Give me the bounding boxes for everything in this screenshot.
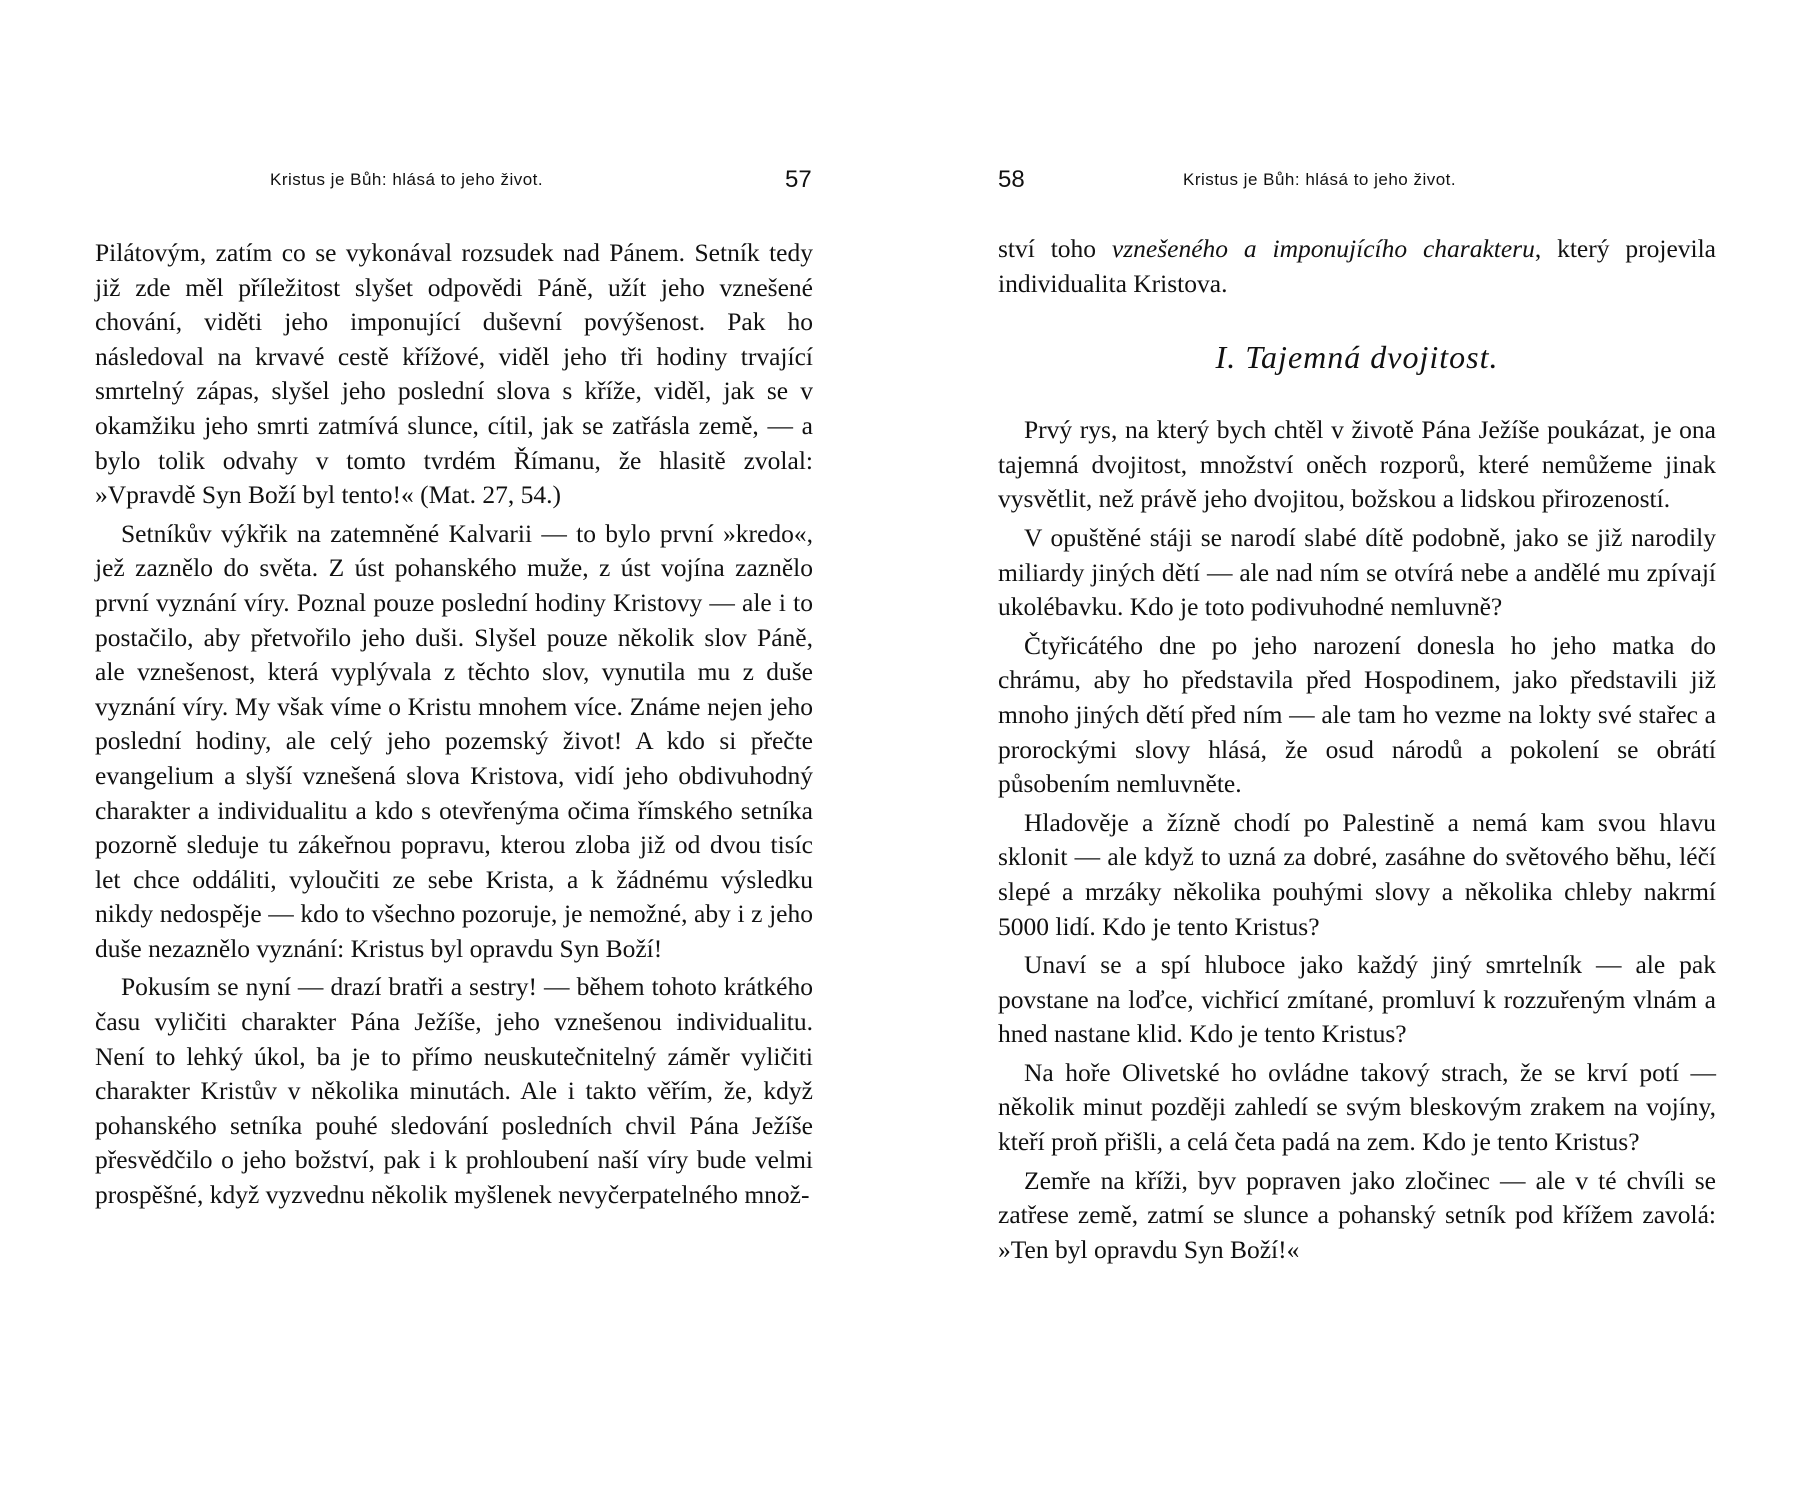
paragraph: V opuštěné stáji se narodí slabé dítě podobně, jako se již narodily miliardy jiných dětí — ale nad ním se otvírá nebe a andělé mu zpívají ukolébavku. Kdo je toto podivuhodné nemluvně? xyxy=(998,522,1716,622)
intro-text-end: , který projevila individualita Kristova. xyxy=(998,234,1716,298)
paragraph: Čtyřicátého dne po jeho narození donesla ho jeho matka do chrámu, aby ho představila před Hospodinem, jako představili již mnoho jiných dětí před ním — ale tam ho vezme na lokty své stařec a prorockými slovy hlásá, že osud národů a pokolení se obrátí působením nemluvněte. xyxy=(998,630,1716,799)
body-text xyxy=(95,236,813,1217)
running-head: Kristus je Bůh: hlásá to jeho život. xyxy=(270,170,544,189)
running-head: Kristus je Bůh: hlásá to jeho život. xyxy=(1183,170,1457,189)
page-number: 58 xyxy=(998,166,1025,193)
paragraph: Prvý rys, na který bych chtěl v životě Pána Ježíše poukázat, je ona tajemná dvojitost, množství oněch rozporů, které nemůžeme jinak vysvětlit, než právě jeho dvojitou, božskou a lidskou přirozeností. xyxy=(998,415,1716,514)
intro-emphasis: vznešeného a imponujícího charakteru xyxy=(1111,234,1535,263)
paragraph: Pilátovým, zatím co se vykonával rozsudek nad Pánem. Setník tedy již zde měl příležitost slyšet odpovědi Páně, užít jeho vznešené chování, viděti jeho imponující duševní povýšenost. Pak ho následoval na krvavé cestě křížové, viděl jeho tři hodiny trvající smrtelný zápas, slyšel jeho poslední slova s kříže, viděl, jak se v okamžiku jeho smrti zatmívá slunce, cítil, jak se zatřásla země, — a bylo tolik odvahy v tomto tvrdém Římanu, že hlasitě zvolal: »Vpravdě Syn Boží byl tento!« (Mat. 27, 54.) xyxy=(95,238,813,510)
paragraph: Hladověje a žízně chodí po Palestině a nemá kam svou hlavu sklonit — ale když to uzná za dobré, zasáhne do světového běhu, léčí slepé a mrzáky několika pouhými slovy a několika chleby nakrmí 5000 lidí. Kdo je tento Kristus? xyxy=(998,807,1716,941)
body-text xyxy=(998,232,1716,1271)
right-page xyxy=(998,0,1758,1500)
chapter-heading: I. Tajemná dvojitost. xyxy=(1215,339,1499,376)
paragraph-continuation xyxy=(998,232,1716,301)
intro-text: ství toho xyxy=(998,234,1112,263)
paragraph: Setníkův výkřik na zatemněné Kalvarii — to bylo první »kredo«, jež zaznělo do světa. Z úst pohanského muže, z úst vojína zaznělo první vyznání víry. Poznal pouze poslední hodiny Kristovy — ale i to postačilo, aby přetvořilo jeho duši. Slyšel pouze několik slov Páně, ale vznešenost, která vyplývala z těchto slov, vynutila mu z duše vyznání víry. My však víme o Kristu mnohem více. Známe nejen jeho poslední hodiny, ale celý jeho pozemský život! A kdo si přečte evangelium a slyší vznešená slova Kristova, vidí jeho obdivuhodný charakter a individualitu a kdo s otevřenýma očima římského setníka pozorně sleduje tu zákeřnou popravu, kterou zloba již od dvou tisíc let chce oddáliti, vyloučiti ze sebe Krista, a k žádnému výsledku nikdy nedospěje — kdo to všechno pozoruje, je nemožné, aby i z jeho duše nezaznělo vyznání: Kristus byl opravdu Syn Boží! xyxy=(95,518,813,963)
left-page xyxy=(95,0,855,1500)
paragraph: Na hoře Olivetské ho ovládne takový strach, že se krví potí — několik minut později zahledí se svým bleskovým zrakem na vojíny, kteří proň přišli, a celá četa padá na zem. Kdo je tento Kristus? xyxy=(998,1057,1716,1157)
paragraph: Unaví se a spí hluboce jako každý jiný smrtelník — ale pak povstane na loďce, vichřicí zmítané, promluví k rozzuřeným vlnám a hned nastane klid. Kdo je tento Kristus? xyxy=(998,950,1716,1049)
paragraph: Pokusím se nyní — drazí bratři a sestry! — během tohoto krátkého času vyličiti charakter Pána Ježíše, jeho vznešenou individualitu. Není to lehký úkol, ba je to přímo neuskutečnitelný záměr vyličiti charakter Kristův v několika minutách. Ale i takto věřím, že, když pohanského setníka pouhé sledování posledních chvil Pána Ježíše přesvědčilo o jeho božství, pak i k prohloubení naší víry bude velmi prospěšné, když vyzvednu několik myšlenek nevyčerpatelného množ- xyxy=(95,972,813,1210)
page-number: 57 xyxy=(785,166,812,193)
paragraph: Zemře na kříži, byv popraven jako zločinec — ale v té chvíli se zatřese země, zatmí se slunce a pohanský setník pod křížem zavolá: »Ten byl opravdu Syn Boží!« xyxy=(998,1165,1716,1264)
